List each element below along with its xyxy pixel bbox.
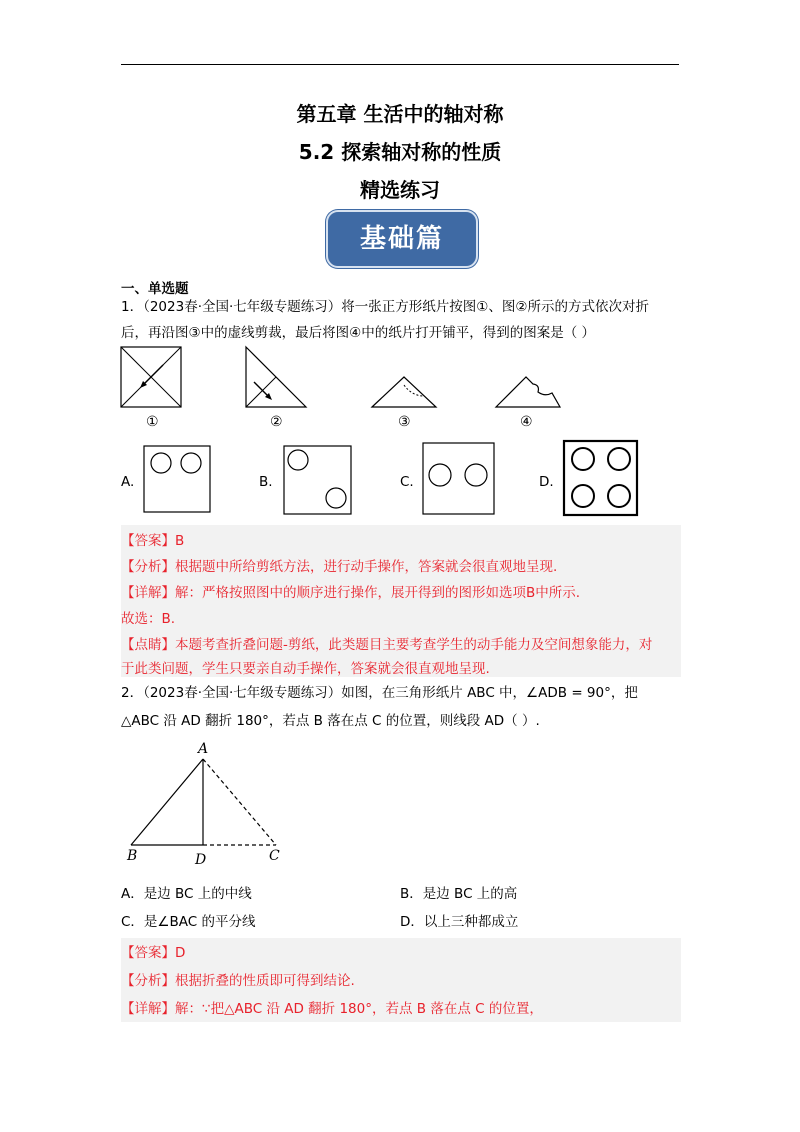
fig-label-4: ④ xyxy=(520,414,533,430)
vertex-label-b: B xyxy=(127,848,138,864)
q2-text-line1: 2．（2023春·全国·七年级专题练习）如图，在三角形纸片 ABC 中，∠ADB = 90°，把 xyxy=(121,685,638,701)
q1-comment-line2: 于此类问题，学生只要亲自动手操作，答案就会很直观地呈现. xyxy=(121,661,490,677)
section-title: 5.2 探索轴对称的性质 xyxy=(298,140,502,164)
chapter-title: 第五章 生活中的轴对称 xyxy=(296,102,504,126)
q2-option-b[interactable]: B．是边 BC 上的高 xyxy=(400,886,518,902)
q1-option-b-label[interactable]: B. xyxy=(259,474,273,490)
q1-text-line1: 1．（2023春·全国·七年级专题练习）将一张正方形纸片按图①、图②所示的方式依次对折 xyxy=(121,299,649,315)
q2-detail: 【详解】解：∵把△ABC 沿 AD 翻折 180°，若点 B 落在点 C 的位置， xyxy=(121,1001,543,1017)
q2-option-c[interactable]: C．是∠BAC 的平分线 xyxy=(121,914,256,930)
fig-label-1: ① xyxy=(146,414,159,430)
q2-option-d[interactable]: D．以上三种都成立 xyxy=(400,914,519,930)
q1-choose: 故选：B. xyxy=(121,611,176,627)
q1-text-line2: 后，再沿图③中的虚线剪裁，最后将图④中的纸片打开铺平，得到的图案是（ ） xyxy=(121,325,595,341)
level-badge: 基础篇 xyxy=(326,210,478,268)
q2-analysis: 【分析】根据折叠的性质即可得到结论. xyxy=(121,973,355,989)
fig-label-2: ② xyxy=(270,414,283,430)
q2-answer: 【答案】D xyxy=(121,945,186,961)
subtitle: 精选练习 xyxy=(360,178,440,202)
vertex-label-a: A xyxy=(198,741,209,757)
section-heading: 一、单选题 xyxy=(121,281,189,297)
vertex-label-c: C xyxy=(269,848,280,864)
fig-label-3: ③ xyxy=(398,414,411,430)
q1-analysis: 【分析】根据题中所给剪纸方法，进行动手操作，答案就会很直观地呈现. xyxy=(121,559,558,575)
q1-answer: 【答案】B xyxy=(121,533,185,549)
vertex-label-d: D xyxy=(195,852,207,868)
q2-text-line2: △ABC 沿 AD 翻折 180°，若点 B 落在点 C 的位置，则线段 AD（ ）. xyxy=(121,713,540,729)
q1-comment-line1: 【点睛】本题考查折叠问题-剪纸，此类题目主要考查学生的动手能力及空间想象能力，对 xyxy=(121,637,653,653)
q2-option-a[interactable]: A．是边 BC 上的中线 xyxy=(121,886,252,902)
q1-option-c-label[interactable]: C. xyxy=(400,474,414,490)
q1-detail: 【详解】解：严格按照图中的顺序进行操作，展开得到的图形如选项B中所示. xyxy=(121,585,581,601)
q2-answer-block xyxy=(121,938,681,1022)
q1-option-d-label[interactable]: D. xyxy=(539,474,554,490)
q1-option-a-label[interactable]: A. xyxy=(121,474,135,490)
